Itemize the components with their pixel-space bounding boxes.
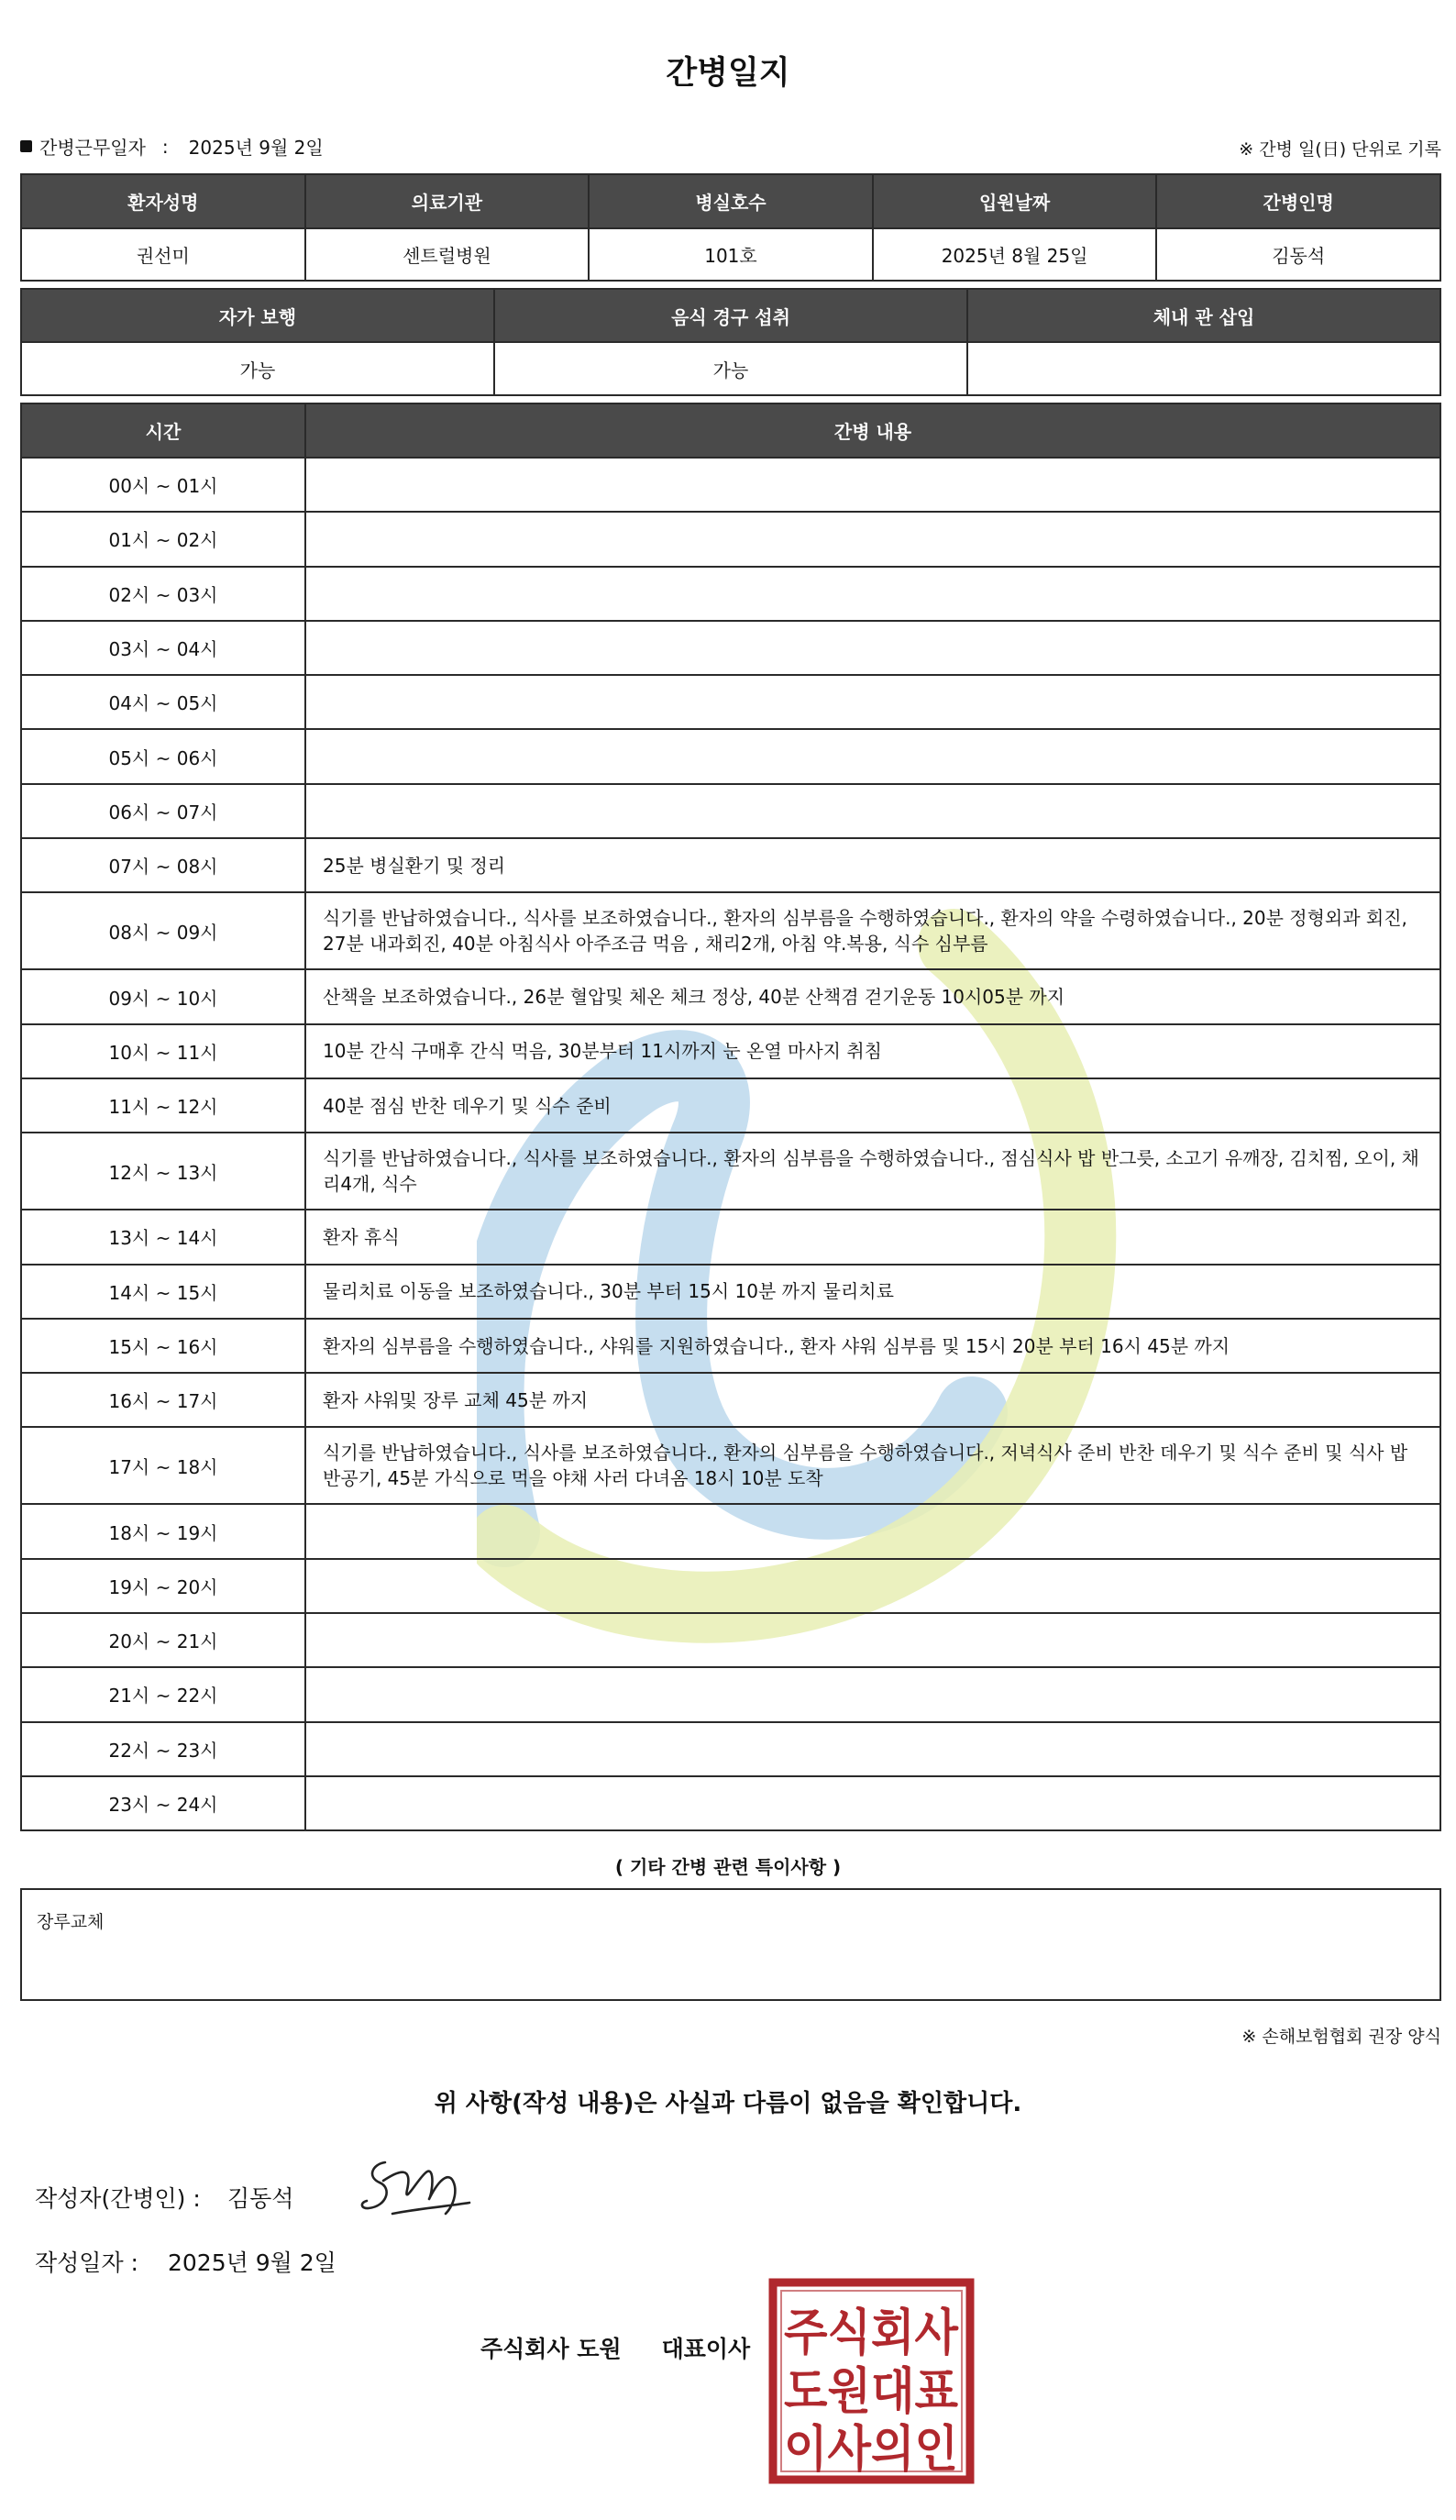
condition-value-row <box>21 342 1440 395</box>
header-oral-intake: 음식 경구 섭취 <box>494 289 967 342</box>
table-row <box>21 1613 1440 1667</box>
header-hospital: 의료기관 <box>305 174 590 228</box>
table-row <box>21 838 1440 892</box>
condition-header-row <box>21 289 1440 342</box>
content-cell <box>305 621 1440 675</box>
time-cell: 12시 ~ 13시 <box>21 1133 305 1210</box>
notes-box <box>20 1888 1441 2001</box>
seal-text-row-1: 주식회사 <box>784 2304 959 2361</box>
table-row <box>21 1427 1440 1504</box>
content-cell: 40분 점심 반찬 데우기 및 식수 준비 <box>305 1078 1440 1133</box>
admission-date: 2025년 8월 25일 <box>873 228 1157 281</box>
content-cell <box>305 1504 1440 1558</box>
table-row <box>21 567 1440 621</box>
time-cell: 20시 ~ 21시 <box>21 1613 305 1667</box>
content-cell: 식기를 반납하였습니다., 식사를 보조하였습니다., 환자의 심부름을 수행하였습니다., 점심식사 밥 반그릇, 소고기 유깨장, 김치찜, 오이, 채리4개, 식수 <box>305 1133 1440 1210</box>
content-cell <box>305 458 1440 512</box>
content-cell: 10분 간식 구매후 간식 먹음, 30분부터 11시까지 눈 온열 마사지 취침 <box>305 1024 1440 1078</box>
time-cell: 18시 ~ 19시 <box>21 1504 305 1558</box>
table-row <box>21 1504 1440 1558</box>
time-cell: 22시 ~ 23시 <box>21 1722 305 1776</box>
content-cell: 25분 병실환기 및 정리 <box>305 838 1440 892</box>
header-patient-name: 환자성명 <box>21 174 305 228</box>
time-cell: 02시 ~ 03시 <box>21 567 305 621</box>
header-room: 병실호수 <box>589 174 873 228</box>
table-row <box>21 969 1440 1023</box>
time-cell: 00시 ~ 01시 <box>21 458 305 512</box>
time-cell: 03시 ~ 04시 <box>21 621 305 675</box>
table-row <box>21 1373 1440 1427</box>
condition-table <box>20 288 1441 396</box>
confirmation-statement: 위 사항(작성 내용)은 사실과 다름이 없음을 확인합니다. <box>434 2090 1022 2117</box>
time-cell: 13시 ~ 14시 <box>21 1210 305 1264</box>
notes-content: 장루교체 <box>37 1912 105 1932</box>
time-cell: 19시 ~ 20시 <box>21 1559 305 1613</box>
writer-line <box>35 2181 293 2214</box>
hospital-name: 센트럴병원 <box>305 228 590 281</box>
table-row <box>21 1319 1440 1373</box>
content-cell <box>305 729 1440 783</box>
table-row <box>21 1133 1440 1210</box>
care-header-row <box>21 403 1440 458</box>
company-line <box>480 2331 750 2364</box>
seal-text-row-3: 이사의인 <box>784 2420 958 2478</box>
content-cell <box>305 512 1440 566</box>
time-cell: 10시 ~ 11시 <box>21 1024 305 1078</box>
table-row <box>21 458 1440 512</box>
write-date-line <box>35 2245 336 2278</box>
company-name: 주식회사 도원 <box>480 2336 622 2362</box>
company-seal-stamp <box>768 2278 975 2484</box>
time-cell: 14시 ~ 15시 <box>21 1265 305 1319</box>
time-cell: 23시 ~ 24시 <box>21 1776 305 1830</box>
content-cell: 환자의 심부름을 수행하였습니다., 샤워를 지원하였습니다., 환자 샤워 심부름 및 15시 20분 부터 16시 45분 까지 <box>305 1319 1440 1373</box>
content-cell <box>305 675 1440 729</box>
write-date-label: 작성일자 : <box>35 2249 138 2276</box>
notes-heading: ( 기타 간병 관련 특이사항 ) <box>614 1856 842 1878</box>
table-row <box>21 1265 1440 1319</box>
content-cell <box>305 784 1440 838</box>
patient-name: 권선미 <box>21 228 305 281</box>
table-row <box>21 512 1440 566</box>
time-cell: 08시 ~ 09시 <box>21 892 305 969</box>
room-number: 101호 <box>589 228 873 281</box>
writer-label: 작성자(간병인) : <box>35 2185 201 2212</box>
table-row <box>21 1776 1440 1830</box>
time-cell: 07시 ~ 08시 <box>21 838 305 892</box>
time-cell: 15시 ~ 16시 <box>21 1319 305 1373</box>
time-cell: 16시 ~ 17시 <box>21 1373 305 1427</box>
table-row <box>21 621 1440 675</box>
content-cell <box>305 1559 1440 1613</box>
content-cell: 물리치료 이동을 보조하였습니다., 30분 부터 15시 10분 까지 물리치료 <box>305 1265 1440 1319</box>
table-row <box>21 729 1440 783</box>
table-row <box>21 1667 1440 1721</box>
bullet-square-icon <box>20 140 32 152</box>
table-row <box>21 1722 1440 1776</box>
table-row <box>21 675 1440 729</box>
table-row <box>21 892 1440 969</box>
content-cell: 환자 휴식 <box>305 1210 1440 1264</box>
table-row <box>21 784 1440 838</box>
time-cell: 09시 ~ 10시 <box>21 969 305 1023</box>
representative-title: 대표이사 <box>661 2336 751 2362</box>
header-walking: 자가 보행 <box>21 289 494 342</box>
tube-insertion-value <box>967 342 1440 395</box>
patient-info-table <box>20 173 1441 282</box>
work-date-group <box>20 133 324 160</box>
header-caregiver: 간병인명 <box>1156 174 1440 228</box>
time-cell: 01시 ~ 02시 <box>21 512 305 566</box>
table-row <box>21 1078 1440 1133</box>
table-row <box>21 1024 1440 1078</box>
document-title: 간병일지 <box>666 55 790 92</box>
time-cell: 11시 ~ 12시 <box>21 1078 305 1133</box>
table-row <box>21 1210 1440 1264</box>
time-cell: 17시 ~ 18시 <box>21 1427 305 1504</box>
content-cell: 환자 샤워및 장루 교체 45분 까지 <box>305 1373 1440 1427</box>
form-source-note: ※ 손해보험협회 권장 양식 <box>1241 2027 1441 2047</box>
content-cell <box>305 1613 1440 1667</box>
write-date-value: 2025년 9월 2일 <box>168 2249 336 2276</box>
content-cell <box>305 1667 1440 1721</box>
meta-row <box>20 133 1441 162</box>
header-admission-date: 입원날짜 <box>873 174 1157 228</box>
header-time: 시간 <box>21 403 305 458</box>
table-row <box>21 1559 1440 1613</box>
oral-intake-value: 가능 <box>494 342 967 395</box>
work-date-value: 2025년 9월 2일 <box>188 137 324 159</box>
header-care-content: 간병 내용 <box>305 403 1440 458</box>
content-cell <box>305 567 1440 621</box>
content-cell: 산책을 보조하였습니다., 26분 혈압및 체온 체크 정상, 40분 산책겸 걷기운동 10시05분 까지 <box>305 969 1440 1023</box>
content-cell <box>305 1776 1440 1830</box>
seal-text-row-2: 도원대표 <box>784 2362 958 2420</box>
time-cell: 05시 ~ 06시 <box>21 729 305 783</box>
info-header-row <box>21 174 1440 228</box>
walking-value: 가능 <box>21 342 494 395</box>
time-cell: 06시 ~ 07시 <box>21 784 305 838</box>
handwritten-signature <box>356 2150 475 2232</box>
info-value-row <box>21 228 1440 281</box>
content-cell <box>305 1722 1440 1776</box>
writer-name: 김동석 <box>227 2185 294 2212</box>
care-log-table <box>20 403 1441 1831</box>
time-cell: 21시 ~ 22시 <box>21 1667 305 1721</box>
work-date-separator: : <box>161 135 169 158</box>
content-cell: 식기를 반납하였습니다., 식사를 보조하였습니다., 환자의 심부름을 수행하였습니다., 저녁식사 준비 반찬 데우기 및 식수 준비 및 식사 밥 반공기, 45분 가식으로 먹을 야채 사러 다녀옴 18시 10분 도착 <box>305 1427 1440 1504</box>
caregiver-name: 김동석 <box>1156 228 1440 281</box>
header-tube-insertion: 체내 관 삽입 <box>967 289 1440 342</box>
content-cell: 식기를 반납하였습니다., 식사를 보조하였습니다., 환자의 심부름을 수행하였습니다., 환자의 약을 수령하였습니다., 20분 정형외과 회진, 27분 내과회진, 40분 아침식사 아주조금 먹음 , 채리2개, 아침 약.복용, 식수 심부름 <box>305 892 1440 969</box>
work-date-label: 간병근무일자 <box>39 137 146 159</box>
time-cell: 04시 ~ 05시 <box>21 675 305 729</box>
unit-note: ※ 간병 일(日) 단위로 기록 <box>1239 139 1441 160</box>
